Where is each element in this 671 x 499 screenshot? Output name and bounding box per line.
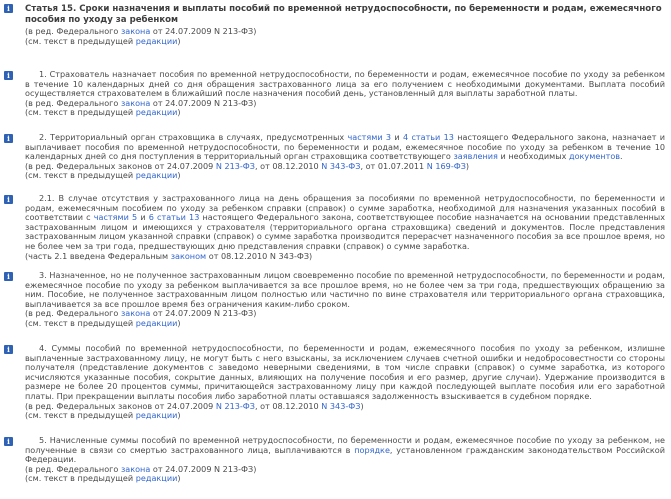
law-link[interactable]: N 213-ФЗ	[215, 400, 255, 411]
article-link[interactable]: 6 статьи 13	[148, 212, 200, 223]
law-link[interactable]: N 343-ФЗ	[321, 400, 361, 411]
paragraph-text: 2.1. В случае отсутствия у застрахованного лица на день обращения за пособиями по временной нетрудоспособности, по беременности и родам, ежемесячным пособием по уходу за ребенком справки (справок) о сумме заработка, необходимой для назначения указанных пособий в соответствии с частями 5 и 6 статьи 13 настоящего Федерального закона, соответствующее пособие назначается на основании представленных застрахованным лицом и имеющихся у страхователя (территориального органа страховщика) сведений и документов. После представления застрахованным лицом указанной справки (справок) о сумме заработка производится перерасчет назначенного пособия за все прошлое время, но не более чем за три года, предшествующих дню представления справки (справок) о сумме заработка.	[25, 193, 665, 251]
edition-note: (в ред. Федерального закона от 24.07.2009 N 213-ФЗ)	[25, 463, 257, 474]
law-link[interactable]: законом	[170, 250, 207, 261]
previous-edition-note: (см. текст в предыдущей редакции)	[25, 107, 181, 118]
previous-edition-link[interactable]: редакции	[135, 107, 178, 118]
edition-note: (в ред. Федерального закона от 24.07.2009 N 213-ФЗ)	[25, 308, 257, 319]
article-title-block	[0, 3, 671, 46]
paragraph-text: 5. Начисленные суммы пособий по временной нетрудоспособности, по беременности и родам, ежемесячное пособие по уходу за ребенком, не полученные в связи со смертью застрахованного лица, выплачиваются в порядке, установленном гражданским законодательством Российской Федерации.	[25, 435, 665, 465]
previous-edition-note: (см. текст в предыдущей редакции)	[25, 410, 181, 421]
previous-edition-link[interactable]: редакции	[135, 410, 178, 421]
parts-link[interactable]: частями 3	[347, 132, 392, 142]
info-icon[interactable]: i	[4, 272, 13, 281]
procedure-link[interactable]: порядке	[354, 444, 390, 455]
info-icon[interactable]: i	[4, 4, 13, 13]
edition-note: (в ред. Федерального закона от 24.07.2009 N 213-ФЗ)	[25, 97, 257, 108]
paragraph-2-1	[0, 194, 671, 261]
previous-edition-link[interactable]: редакции	[135, 35, 178, 46]
previous-edition-link[interactable]: редакции	[135, 473, 178, 484]
info-icon[interactable]: i	[4, 134, 13, 143]
law-link[interactable]: закона	[120, 26, 151, 36]
law-link[interactable]: N 343-ФЗ	[321, 160, 361, 171]
paragraph-text: 4. Суммы пособий по временной нетрудоспособности, по беременности и родам, ежемесячного пособия по уходу за ребенком, излишне выплаченные застрахованному лицу, не могут быть с него взысканы, за исключением случаев счетной ошибки и недобросовестности со стороны получателя (представление документов с заведомо неверными сведениями, в том числе справки (справок) о сумме заработка, из которого исчисляются указанные пособия, сокрытие данных, влияющих на получение пособия и его размер, другие случаи). Удержание производится в размере не более 20 процентов суммы, причитающейся застрахованному лицу при каждой последующей выплате пособия или его заработной платы. При прекращении выплаты пособия либо заработной платы оставшаяся задолженность взыскивается в судебном порядке.	[25, 343, 665, 401]
law-link[interactable]: закона	[120, 463, 151, 474]
article-link[interactable]: 4 статьи 13	[402, 132, 454, 142]
paragraph-5	[0, 436, 671, 484]
info-icon[interactable]: i	[4, 195, 13, 204]
info-icon[interactable]: i	[4, 71, 13, 80]
paragraph-3	[0, 271, 671, 329]
law-link[interactable]: закона	[120, 308, 151, 319]
previous-edition-note: (см. текст в предыдущей редакции)	[25, 35, 181, 46]
law-link[interactable]: N 213-ФЗ	[215, 160, 255, 171]
article-title: Статья 15. Сроки назначения и выплаты пособий по временной нетрудоспособности, по беременности и родам, ежемесячного пособия по уходу за ребенком	[25, 4, 662, 25]
paragraph-text: 3. Назначенное, но не полученное застрахованным лицом своевременно пособие по временной нетрудоспособности, по беременности и родам, ежемесячное пособие по уходу за ребенком выплачивается за все прошлое время, но не более чем за три года, предшествующих обращению за ним. Пособие, не полученное застрахованным лицом полностью или частично по вине страхователя или территориального органа страховщика, выплачивается за все прошлое время без ограничения каким-либо сроком.	[25, 270, 665, 309]
edition-note: (в ред. Федеральных законов от 24.07.2009 N 213-ФЗ, от 08.12.2010 N 343-ФЗ, от 01.07.2011 N 169-ФЗ)	[25, 160, 470, 171]
paragraph-text: 2. Территориальный орган страховщика в случаях, предусмотренных частями 3 и 4 статьи 13 настоящего Федерального закона, назначает и выплачивает пособия по временной нетрудоспособности, по беременности и родам, ежемесячное пособие по уходу за ребенком в течение 10 календарных дней со дня поступления в территориальный орган страховщика соответствующего заявления и необходимых документов.	[25, 132, 666, 162]
previous-edition-link[interactable]: редакции	[135, 170, 178, 181]
law-link[interactable]: закона	[120, 97, 151, 108]
parts-link[interactable]: частями 5	[93, 212, 138, 223]
previous-edition-note: (см. текст в предыдущей редакции)	[25, 317, 181, 328]
previous-edition-link[interactable]: редакции	[135, 317, 178, 328]
previous-edition-note: (см. текст в предыдущей редакции)	[25, 170, 181, 181]
paragraph-4	[0, 344, 671, 421]
paragraph-1	[0, 70, 671, 118]
paragraph-text: 1. Страхователь назначает пособия по временной нетрудоспособности, по беременности и родам, ежемесячное пособие по уходу за ребенком в течение 10 календарных дней со дня обращения застрахованного лица за его получением с необходимыми документами. Выплата пособий осуществляется страхователем в ближайший после назначения пособий день, установленный для выплаты заработной платы.	[25, 69, 665, 99]
previous-edition-note: (см. текст в предыдущей редакции)	[25, 473, 181, 484]
info-icon[interactable]: i	[4, 437, 13, 446]
documents-link[interactable]: документов	[569, 151, 621, 162]
paragraph-2	[0, 133, 671, 181]
info-icon[interactable]: i	[4, 345, 13, 354]
edition-note: (в ред. Федеральных законов от 24.07.2009 N 213-ФЗ, от 08.12.2010 N 343-ФЗ)	[25, 400, 364, 411]
edition-note: (в ред. Федерального закона от 24.07.2009 N 213-ФЗ)	[25, 26, 257, 36]
law-link[interactable]: N 169-ФЗ	[426, 160, 466, 171]
edition-note: (часть 2.1 введена Федеральным законом от 08.12.2010 N 343-ФЗ)	[25, 250, 313, 261]
application-link[interactable]: заявления	[453, 151, 498, 162]
